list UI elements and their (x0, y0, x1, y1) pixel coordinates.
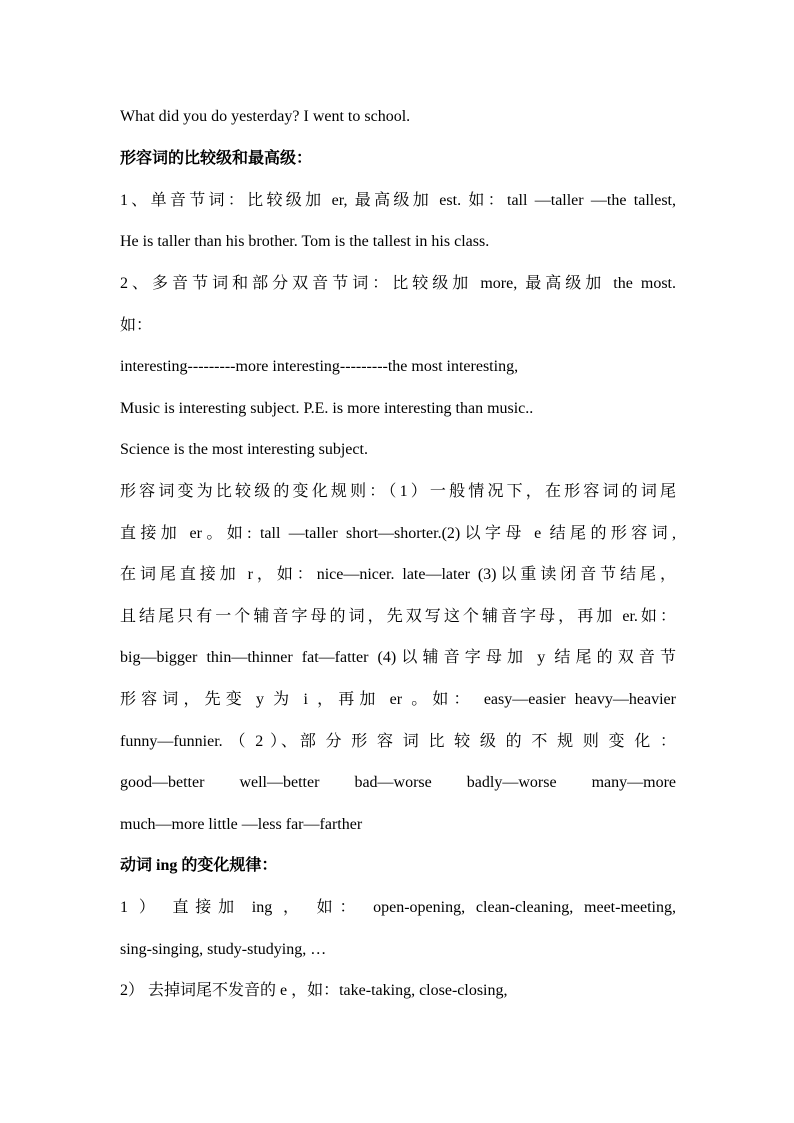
text-line: 形容词，先变 y 为 i ，再加 er 。如： easy—easier heavy—heavier (120, 691, 676, 708)
text-line: 形容词变为比较级的变化规则：（1）一般情况下，在形容词的词尾 (120, 483, 676, 500)
text-line: He is taller than his brother. Tom is the tallest in his class. (120, 233, 490, 250)
text-line: interesting---------more interesting---------the most interesting, (120, 358, 519, 375)
text-line: sing-singing, study-studying, … (120, 941, 327, 958)
text-line: 1 ） 直接加 ing ， 如： open-opening, clean-cleaning, meet-meeting, (120, 899, 676, 916)
section-heading-adjective-comparison: 形容词的比较级和最高级： (120, 150, 313, 167)
text-line: good—better well—better bad—worse badly—worse many—more (120, 774, 676, 791)
text-line: 1、单音节词：比较级加 er, 最高级加 est. 如：tall —taller —the tallest, (120, 192, 676, 209)
text-line: 且结尾只有一个辅音字母的词，先双写这个辅音字母，再加 er.如： (120, 608, 676, 625)
example-sentence: What did you do yesterday? I went to school. (120, 108, 411, 125)
text-line: funny—funnier. （ 2 ）、部 分 形 容 词 比 较 级 的 不 规 则 变 化 ： (120, 733, 676, 750)
text-line: 2、多音节词和部分双音节词：比较级加 more, 最高级加 the most. (120, 275, 676, 292)
section-heading-verb-ing: 动词 ing 的变化规律： (120, 857, 278, 874)
text-line: 2） 去掉词尾不发音的 e ，如：take-taking, close-closing, (120, 982, 508, 999)
text-line: 直接加 er。如: tall —taller short—shorter.(2)以字母 e 结尾的形容词, (120, 525, 676, 542)
text-line: Science is the most interesting subject. (120, 441, 368, 458)
text-line: much—more little —less far—farther (120, 816, 363, 833)
text-line: Music is interesting subject. P.E. is more interesting than music.. (120, 400, 534, 417)
text-line: big—bigger thin—thinner fat—fatter (4)以辅音字母加 y 结尾的双音节 (120, 649, 676, 666)
text-line: 在词尾直接加 r，如：nice—nicer. late—later (3)以重读闭音节结尾， (120, 566, 676, 583)
text-line: 如： (120, 317, 153, 334)
